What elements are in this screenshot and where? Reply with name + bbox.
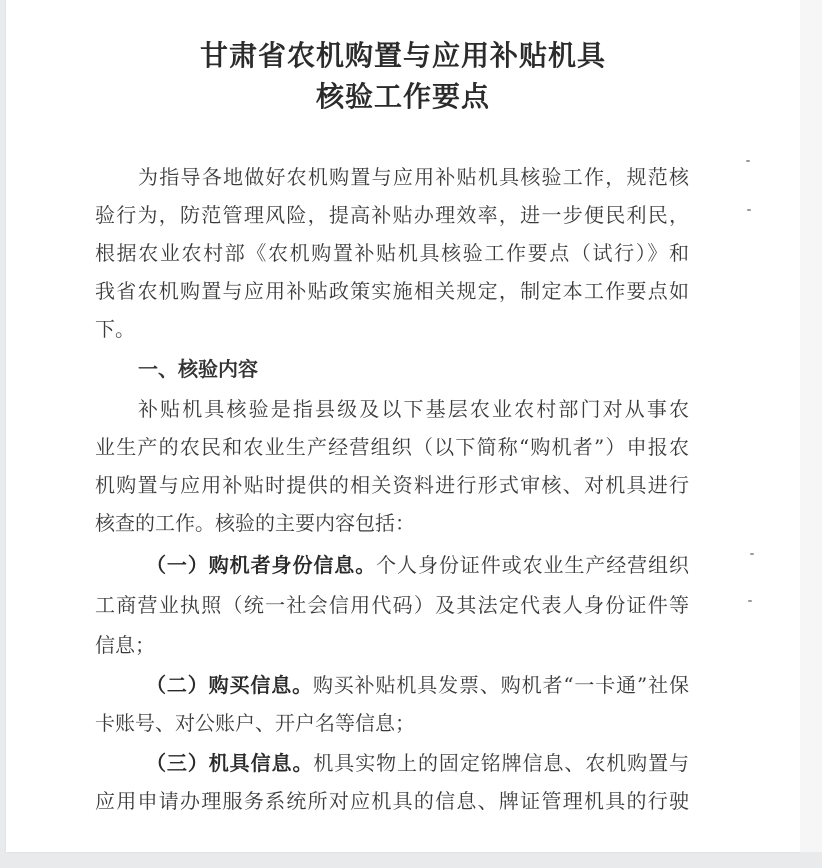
item-1-line-1 xyxy=(146,550,689,580)
item-2-text: 购买补贴机具发票、购机者“一卡通”社保 xyxy=(312,673,689,697)
scan-speck xyxy=(748,600,752,602)
item-3-text: 机具实物上的固定铭牌信息、农机购置与 xyxy=(313,751,690,775)
item-3-line-2: 应用申请办理服务系统所对应机具的信息、牌证管理机具的行驶 xyxy=(95,789,689,813)
viewer-right-margin xyxy=(800,0,822,852)
document-title-line-1: 甘肃省农机购置与应用补贴机具 xyxy=(199,39,606,72)
scan-speck xyxy=(746,160,750,162)
paragraph-1-line-5: 下。 xyxy=(95,317,135,341)
item-2-line-2: 卡账号、对公账户、开户名等信息； xyxy=(95,711,415,735)
scan-speck xyxy=(747,209,751,211)
paragraph-1-line-3: 根据农业农村部《农机购置补贴机具核验工作要点（试行）》和 xyxy=(95,241,689,265)
item-1-text: 个人身份证件或农业生产经营组织 xyxy=(376,553,690,577)
document-page xyxy=(6,0,800,852)
item-3-title: （三）机具信息。 xyxy=(146,751,314,775)
item-3-line-1 xyxy=(146,748,689,778)
paragraph-1-line-2: 验行为，防范管理风险，提高补贴办理效率，进一步便民利民， xyxy=(95,203,689,227)
item-2-line-1 xyxy=(146,670,689,700)
item-1-line-2: 工商营业执照（统一社会信用代码）及其法定代表人身份证件等 xyxy=(95,593,689,617)
paragraph-1-line-4: 我省农机购置与应用补贴政策实施相关规定，制定本工作要点如 xyxy=(95,279,689,303)
paragraph-2-line-2: 业生产的农民和农业生产经营组织（以下简称“购机者”）申报农 xyxy=(95,435,689,459)
document-title-line-2: 核验工作要点 xyxy=(315,80,490,113)
scan-speck xyxy=(750,553,754,555)
item-1-title: （一）购机者身份信息。 xyxy=(146,553,377,577)
paragraph-2-line-1: 补贴机具核验是指县级及以下基层农业农村部门对从事农 xyxy=(138,397,689,421)
paragraph-2-line-4: 核查的工作。核验的主要内容包括： xyxy=(95,511,415,535)
paragraph-1-line-1: 为指导各地做好农机购置与应用补贴机具核验工作，规范核 xyxy=(138,165,689,189)
section-1-heading: 一、核验内容 xyxy=(138,357,258,381)
paragraph-2-line-3: 机购置与应用补贴时提供的相关资料进行形式审核、对机具进行 xyxy=(95,473,689,497)
item-2-title: （二）购买信息。 xyxy=(146,673,313,697)
item-1-line-3: 信息； xyxy=(95,633,155,657)
